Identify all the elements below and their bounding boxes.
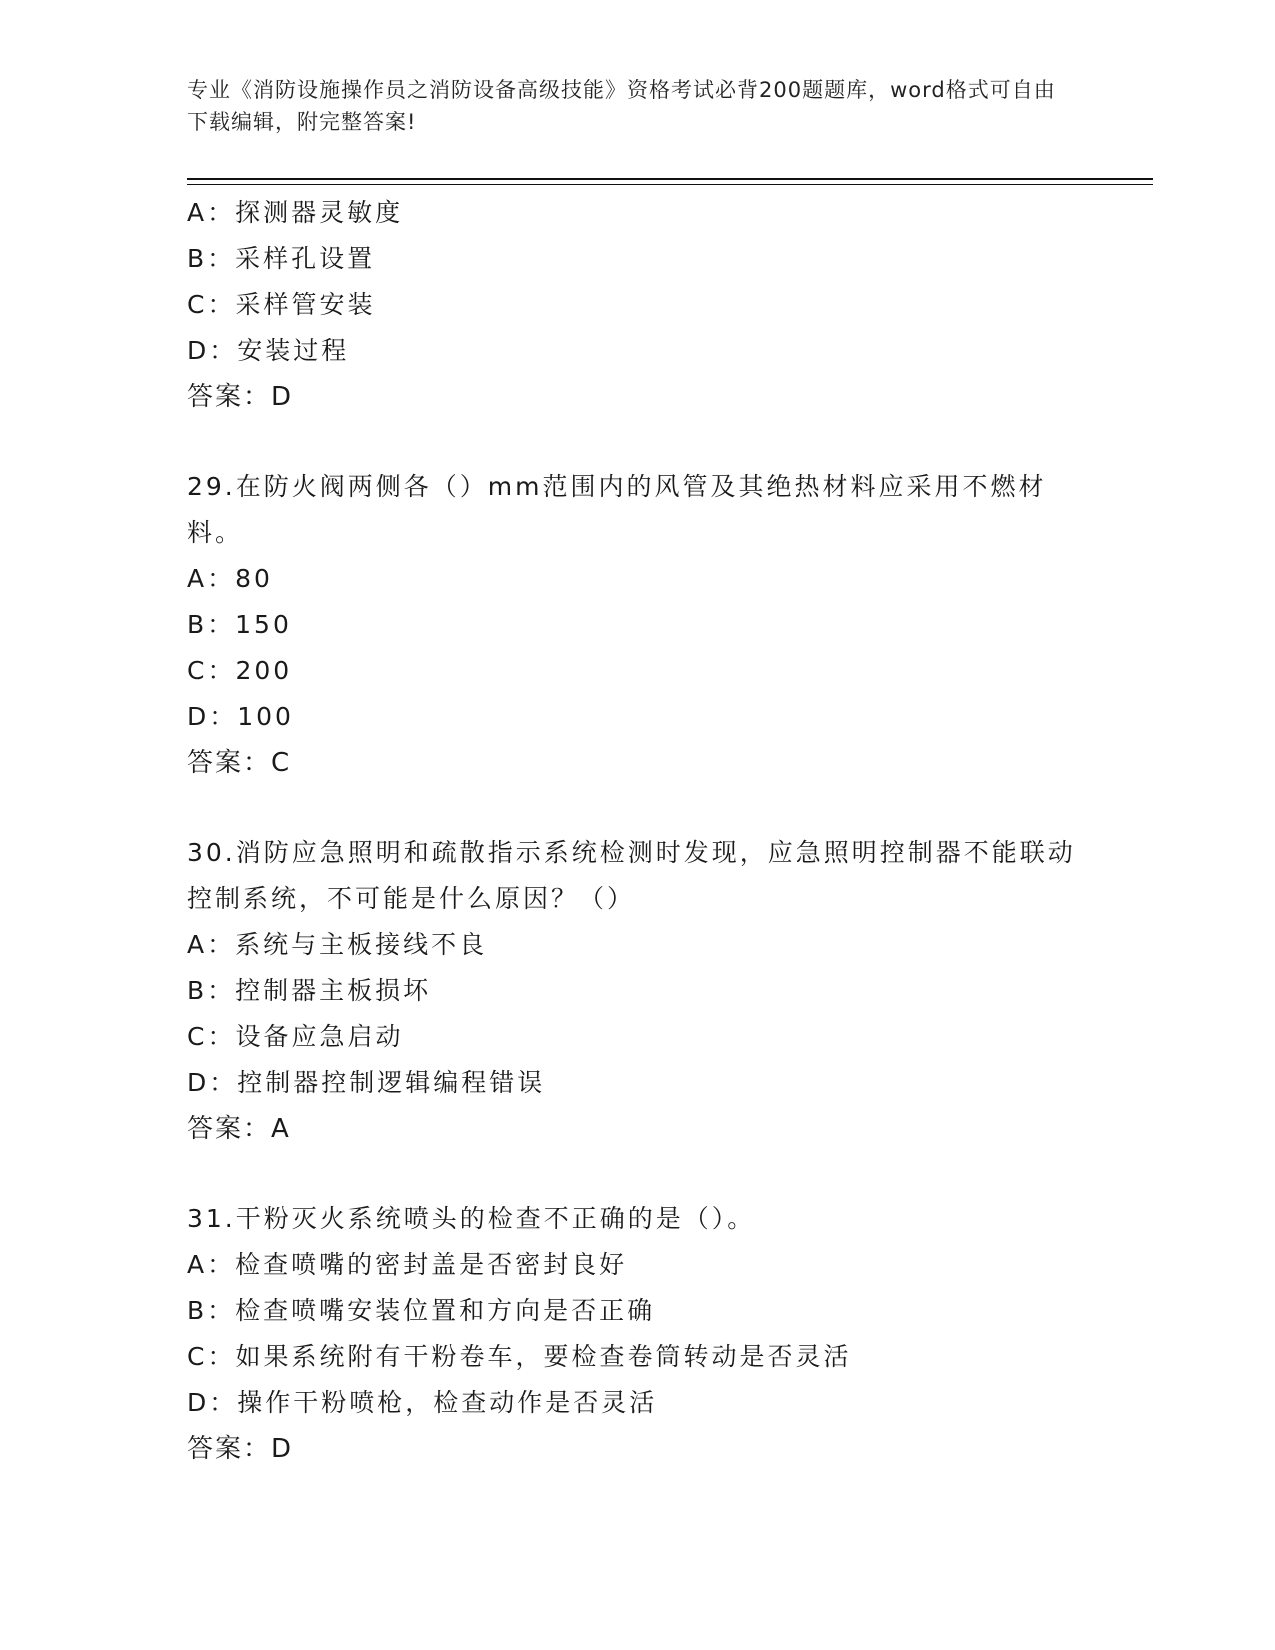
question-text: 31.干粉灭火系统喷头的检查不正确的是（）。 [187, 1204, 756, 1233]
option-d: D：控制器控制逻辑编程错误 [187, 1068, 546, 1097]
spacer [187, 420, 1087, 464]
option-c: C：200 [187, 656, 293, 685]
option-a: A：80 [187, 564, 273, 593]
option-c: C：采样管安装 [187, 290, 376, 319]
option-b: B：采样孔设置 [187, 244, 376, 273]
page-header: 专业《消防设施操作员之消防设备高级技能》资格考试必背200题题库，word格式可自由下载编辑，附完整答案! [187, 78, 1056, 134]
option-b: B：检查喷嘴安装位置和方向是否正确 [187, 1296, 656, 1325]
option-d: D：安装过程 [187, 336, 350, 365]
header-divider-thin [187, 184, 1153, 185]
option-c: C：如果系统附有干粉卷车，要检查卷筒转动是否灵活 [187, 1342, 852, 1371]
option-d: D：操作干粉喷枪，检查动作是否灵活 [187, 1388, 658, 1417]
question-29 [187, 464, 1087, 786]
option-b: B：控制器主板损坏 [187, 976, 432, 1005]
option-a: A：探测器灵敏度 [187, 198, 404, 227]
option-b: B：150 [187, 610, 292, 639]
header-divider [187, 178, 1153, 180]
spacer [187, 1152, 1087, 1196]
answer-line: 答案：A [187, 1114, 291, 1144]
option-a: A：系统与主板接线不良 [187, 930, 488, 959]
question-30 [187, 830, 1087, 1152]
question-31 [187, 1196, 1087, 1472]
answer-line: 答案：D [187, 1434, 294, 1464]
answer-line: 答案：D [187, 382, 294, 412]
option-a: A：检查喷嘴的密封盖是否密封良好 [187, 1250, 628, 1279]
question-text: 30.消防应急照明和疏散指示系统检测时发现，应急照明控制器不能联动控制系统，不可能是什么原因？（） [187, 838, 1076, 913]
spacer [187, 786, 1087, 830]
answer-line: 答案：C [187, 748, 292, 778]
option-d: D：100 [187, 702, 294, 731]
prev-question-block [187, 190, 1087, 420]
option-c: C：设备应急启动 [187, 1022, 404, 1051]
question-text: 29.在防火阀两侧各（）mm范围内的风管及其绝热材料应采用不燃材料。 [187, 472, 1047, 547]
question-content [187, 190, 1087, 1472]
